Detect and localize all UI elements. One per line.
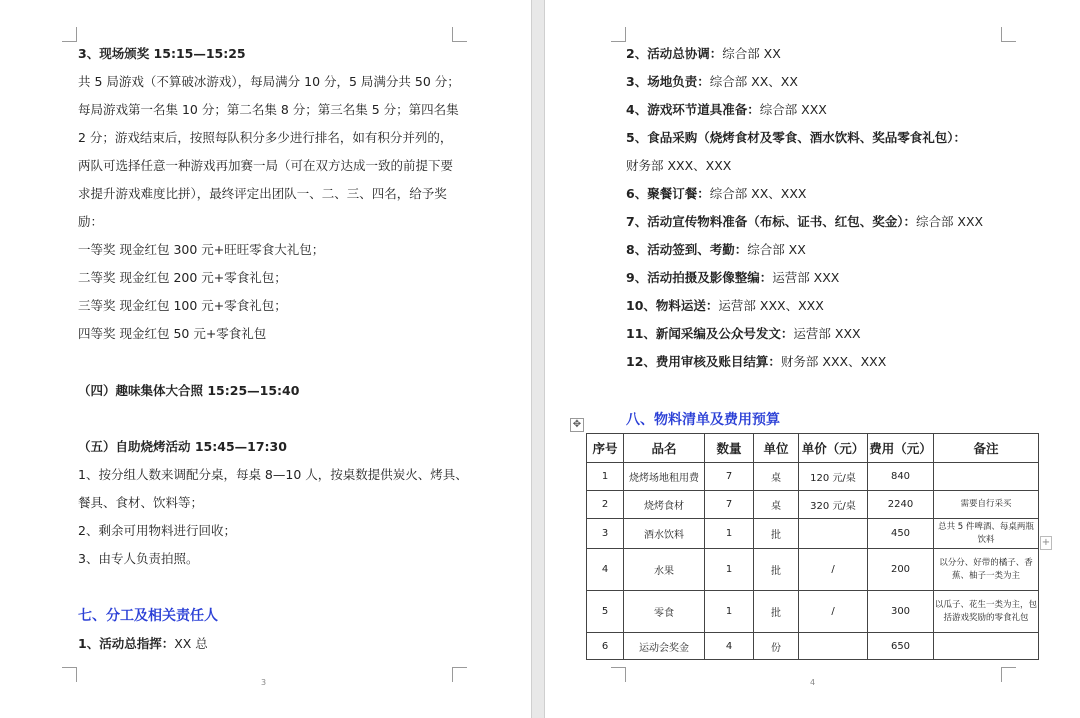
responsibility-label: 12、费用审核及账目结算： xyxy=(626,354,781,369)
responsibility-label: 5、食品采购（烧烤食材及零食、酒水饮料、奖品零食礼包）： xyxy=(626,130,966,145)
crop-mark xyxy=(611,667,626,682)
col-header-index: 序号 xyxy=(587,434,624,463)
body-text: 求提升游戏难度比拼），最终评定出团队一、二、三、四名，给予奖 xyxy=(78,186,447,201)
table-cell: 烧烤食材 xyxy=(624,491,705,519)
body-text: 两队可选择任意一种游戏再加赛一局（可在双方达成一致的前提下要 xyxy=(78,158,454,173)
bbq-title: （五）自助烧烤活动 15:45—17:30 xyxy=(78,439,287,454)
table-cell: 840 xyxy=(868,463,934,491)
responsibility-value: 综合部 XX xyxy=(722,46,781,61)
table-row xyxy=(587,591,1039,633)
responsibility-label: 8、活动签到、考勤： xyxy=(626,242,748,257)
table-cell: 1 xyxy=(587,463,624,491)
prize-first: 一等奖 现金红包 300 元+旺旺零食大礼包； xyxy=(78,242,325,257)
table-cell: 300 xyxy=(868,591,934,633)
responsibility-line xyxy=(626,242,806,258)
col-header-cost: 费用（元） xyxy=(868,434,934,463)
crop-mark xyxy=(1001,667,1016,682)
responsibility-line xyxy=(626,186,807,202)
table-cell: 总共 5 件啤酒、每桌两瓶饮料 xyxy=(934,519,1039,549)
responsibility-value: 综合部 XX xyxy=(747,242,806,257)
responsibility-line xyxy=(626,46,781,62)
table-cell: 1 xyxy=(705,519,754,549)
responsibility-value: XX 总 xyxy=(174,636,208,651)
table-row xyxy=(587,491,1039,519)
responsibility-line xyxy=(626,158,731,174)
budget-table xyxy=(586,433,1039,660)
responsibility-value: 综合部 XX、XXX xyxy=(709,186,807,201)
table-row xyxy=(587,463,1039,491)
responsibility-value: 综合部 XXX xyxy=(759,102,827,117)
table-cell: 7 xyxy=(705,491,754,519)
table-cell: 酒水饮料 xyxy=(624,519,705,549)
table-cell: 需要自行采买 xyxy=(934,491,1039,519)
crop-mark xyxy=(452,667,467,682)
section-heading-division: 七、分工及相关责任人 xyxy=(78,608,218,624)
table-cell xyxy=(799,633,868,660)
table-cell xyxy=(934,633,1039,660)
table-cell: 水果 xyxy=(624,549,705,591)
table-cell: 1 xyxy=(705,549,754,591)
table-cell: 200 xyxy=(868,549,934,591)
responsibility-value: 运营部 XXX xyxy=(793,326,861,341)
table-cell: 120 元/桌 xyxy=(799,463,868,491)
table-cell xyxy=(934,463,1039,491)
prize-second: 二等奖 现金红包 200 元+零食礼包； xyxy=(78,270,287,285)
responsibility-value: 运营部 XXX、XXX xyxy=(718,298,824,313)
table-cell: / xyxy=(799,591,868,633)
table-cell: 6 xyxy=(587,633,624,660)
table-cell: 3 xyxy=(587,519,624,549)
body-text: 3、由专人负责拍照。 xyxy=(78,551,199,566)
crop-mark xyxy=(62,667,77,682)
responsibility-line xyxy=(626,102,827,118)
table-cell: 2 xyxy=(587,491,624,519)
responsibility-label: 9、活动拍摄及影像整编： xyxy=(626,270,773,285)
table-move-handle-icon[interactable]: ✥ xyxy=(570,418,584,432)
table-cell: 批 xyxy=(754,519,799,549)
table-cell: 1 xyxy=(705,591,754,633)
responsibility-line xyxy=(78,636,208,652)
crop-mark xyxy=(1001,27,1016,42)
crop-mark xyxy=(452,27,467,42)
body-text: 2、剩余可用物料进行回收； xyxy=(78,523,236,538)
table-header-row xyxy=(587,434,1039,463)
page-gutter xyxy=(531,0,545,718)
body-text: 2 分；游戏结束后，按照每队积分多少进行排名，如有积分并列的， xyxy=(78,130,453,145)
body-text: 1、按分组人数来调配分桌，每桌 8—10 人，按桌数提供炭火、烤具、 xyxy=(78,467,468,482)
page-number: 4 xyxy=(810,678,816,687)
responsibility-label: 4、游戏环节道具准备： xyxy=(626,102,760,117)
body-text: 共 5 局游戏（不算破冰游戏），每局满分 10 分，5 局满分共 50 分； xyxy=(78,74,460,89)
responsibility-label: 11、新闻采编及公众号发文： xyxy=(626,326,794,341)
table-cell: 2240 xyxy=(868,491,934,519)
table-cell: 320 元/桌 xyxy=(799,491,868,519)
table-cell: 桌 xyxy=(754,463,799,491)
table-cell: 5 xyxy=(587,591,624,633)
table-cell: 批 xyxy=(754,549,799,591)
table-cell: 桌 xyxy=(754,491,799,519)
table-cell: 批 xyxy=(754,591,799,633)
responsibility-line xyxy=(626,270,839,286)
responsibility-label: 7、活动宣传物料准备（布标、证书、红包、奖金）： xyxy=(626,214,916,229)
table-cell: 运动会奖金 xyxy=(624,633,705,660)
body-text: 每局游戏第一名集 10 分；第二名集 8 分；第三名集 5 分；第四名集 xyxy=(78,102,459,117)
table-cell: 7 xyxy=(705,463,754,491)
add-column-icon[interactable]: + xyxy=(1041,537,1051,548)
responsibility-label: 6、聚餐订餐： xyxy=(626,186,710,201)
prize-fourth: 四等奖 现金红包 50 元+零食礼包 xyxy=(78,326,267,341)
group-photo-title: （四）趣味集体大合照 15:25—15:40 xyxy=(78,383,300,398)
responsibility-value: 财务部 XXX、XXX xyxy=(780,354,887,369)
responsibility-label: 2、活动总协调： xyxy=(626,46,723,61)
col-header-unit: 单位 xyxy=(754,434,799,463)
table-cell: 4 xyxy=(587,549,624,591)
responsibility-value: 运营部 XXX xyxy=(772,270,840,285)
table-cell: 以分分、好带的橘子、香蕉、柚子一类为主 xyxy=(934,549,1039,591)
prize-third: 三等奖 现金红包 100 元+零食礼包； xyxy=(78,298,287,313)
responsibility-label: 3、场地负责： xyxy=(626,74,710,89)
responsibility-value: 综合部 XXX xyxy=(915,214,984,229)
responsibility-line xyxy=(626,354,886,370)
table-cell: / xyxy=(799,549,868,591)
table-cell: 份 xyxy=(754,633,799,660)
page-number: 3 xyxy=(261,678,267,687)
table-row xyxy=(587,549,1039,591)
crop-mark xyxy=(62,27,77,42)
table-cell: 烧烤场地租用费 xyxy=(624,463,705,491)
responsibility-line xyxy=(626,298,824,314)
col-header-quantity: 数量 xyxy=(705,434,754,463)
table-cell: 4 xyxy=(705,633,754,660)
responsibility-line xyxy=(626,214,983,230)
table-row xyxy=(587,633,1039,660)
body-text: 励： xyxy=(78,214,104,229)
responsibility-label: 10、物料运送： xyxy=(626,298,719,313)
table-cell: 650 xyxy=(868,633,934,660)
table-cell: 零食 xyxy=(624,591,705,633)
award-section-title: 3、现场颁奖 15:15—15:25 xyxy=(78,46,246,61)
responsibility-line xyxy=(626,326,861,342)
responsibility-line xyxy=(626,130,966,146)
responsibility-value: 财务部 XXX、XXX xyxy=(626,158,732,173)
table-cell: 450 xyxy=(868,519,934,549)
col-header-item: 品名 xyxy=(624,434,705,463)
table-cell: 以瓜子、花生一类为主，包括游戏奖励的零食礼包 xyxy=(934,591,1039,633)
body-text: 餐具、食材、饮料等； xyxy=(78,495,204,510)
responsibility-label: 1、活动总指挥： xyxy=(78,636,175,651)
section-heading-budget: 八、物料清单及费用预算 xyxy=(626,412,780,428)
table-cell xyxy=(799,519,868,549)
col-header-note: 备注 xyxy=(934,434,1039,463)
crop-mark xyxy=(611,27,626,42)
responsibility-line xyxy=(626,74,798,90)
responsibility-value: 综合部 XX、XX xyxy=(709,74,798,89)
table-row xyxy=(587,519,1039,549)
col-header-unit-price: 单价（元） xyxy=(799,434,868,463)
